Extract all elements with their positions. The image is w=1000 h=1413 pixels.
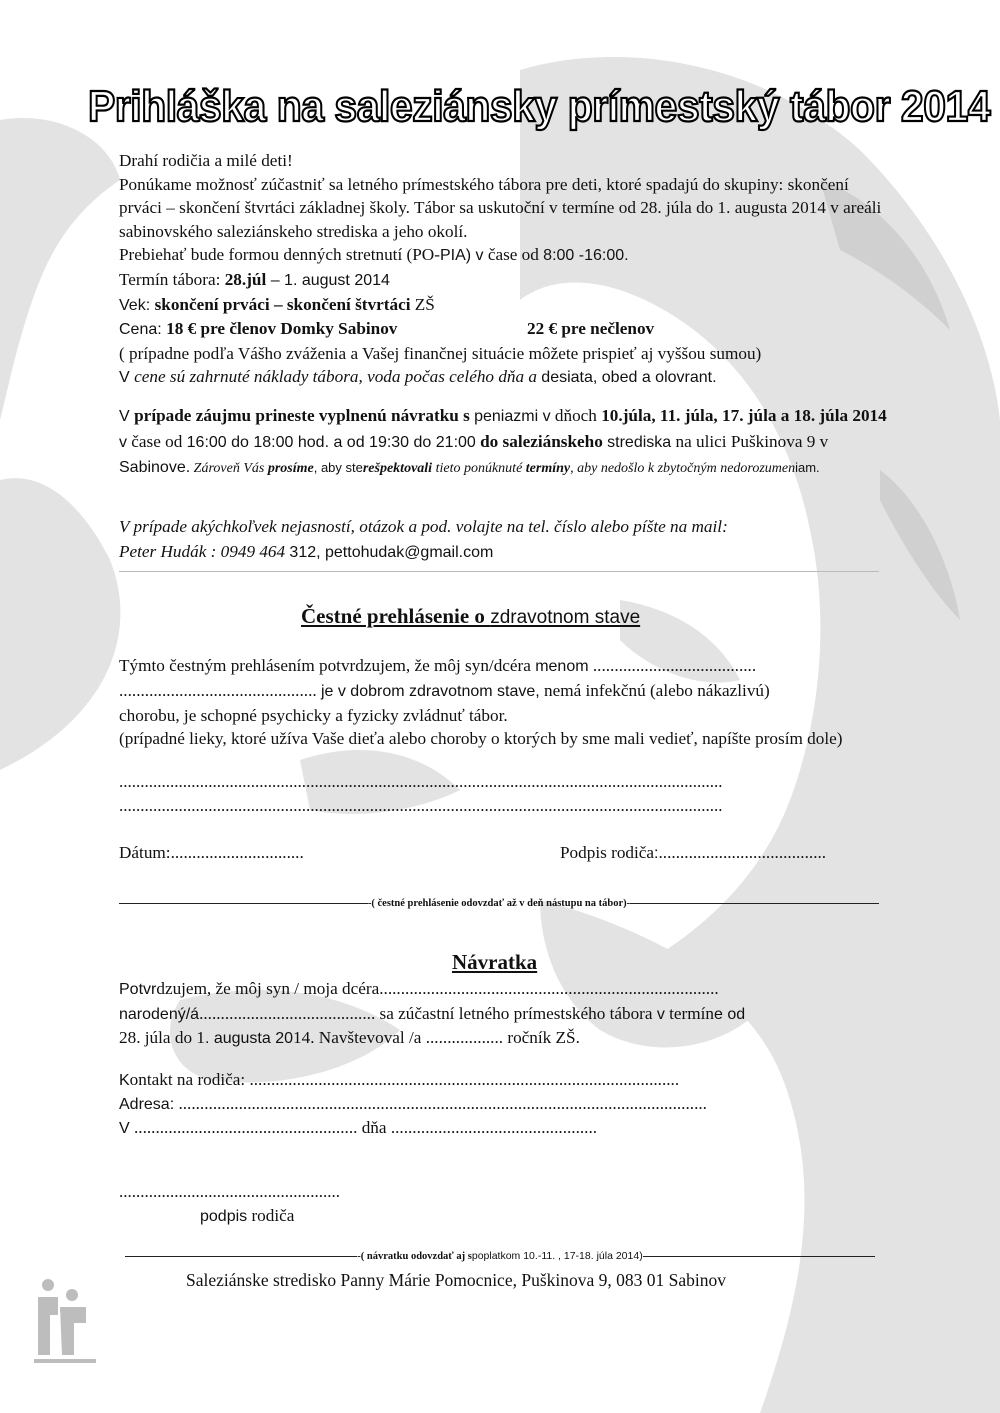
address-field[interactable]: Adresa: ........................................................................................................................... [119,1094,707,1113]
greeting: Drahí rodičia a milé deti! [119,151,293,170]
declaration-line-4: (prípadné lieky, ktoré užíva Vaše dieťa alebo choroby o ktorých by sme mali vedieť, napíšte prosím dole) [119,729,843,749]
contact-person: Peter Hudák : 0949 464 312, pettohudak@gmail.com [119,542,494,561]
return-line-2[interactable]: narodený/á......................................... sa zúčastní letného prímestského tábora v termíne od [119,1003,746,1023]
divider [119,571,879,572]
intro-section [119,149,889,390]
signup-paragraph: V prípade záujmu prineste vyplnenú návratku s peniazmi v dňoch 10.júla, 11. júla, 17. júla a 18. júla 2014 v čase od 16:00 do 18:00 hod. a od 19:30 do 21:00 do saleziánskeho strediska na ulici Puškinova 9 v Sabinove. Zároveň Vás prosíme, aby sterešpektovali tieto ponúknuté termíny, aby nedošlo k zbytočným nedorozumeniam. [119,406,887,476]
declaration-separator: -( čestné prehlásenie odovzdať až v deň nástupu na tábor)- [119,898,879,909]
page-title: Prihláška na saleziánsky prímestský tábor 2014 [88,82,991,131]
declaration-heading: Čestné prehlásenie o zdravotnom stave [301,604,641,628]
declaration-line-1: Týmto čestným prehlásením potvrdzujem, že môj syn/dcéra menom ...................................... [119,656,757,675]
declaration-line-2: .............................................. je v dobrom zdravotnom stave, nemá infekčnú (alebo nákazlivú) [119,680,770,700]
salesian-logo-icon [30,1275,100,1365]
contact-section [119,514,889,565]
medication-field-2[interactable]: .............................................................................................................................................. [119,796,723,815]
price-note: ( prípadne podľa Vášho zváženia a Vašej finančnej situácie môžete prispieť aj vyššou sumou) [119,343,762,363]
schedule-line: Prebiehať bude formou denných stretnutí (PO-PIA) v čase od 8:00 -16:00. [119,245,629,265]
contact-fields [119,1068,889,1140]
price-line: Cena: 18 € pre členov Domky Sabinov 22 € pre nečlenov [119,317,889,342]
parent-contact-field[interactable]: Kontakt na rodiča: .................................................................................................... [119,1070,680,1089]
included-line: V cene sú zahrnuté náklady tábora, voda počas celého dňa a desiata, obed a olovrant. [119,367,717,387]
return-signature-line[interactable]: .................................................... [119,1182,340,1201]
age-line: Vek: skončení prváci – skončení štvrtáci ZŠ [119,294,435,314]
date-field[interactable]: Dátum:............................... [119,843,304,862]
intro-paragraph: Ponúkame možnosť zúčastniť sa letného prímestského tábora pre deti, ktoré spadajú do skupiny: skončení prváci – skončení štvrtáci základnej školy. Tábor sa uskutoční v termíne od 28. júla do 1. augusta 2014 v areáli sabinovského saleziánskeho strediska a jeho okolí. [119,174,882,241]
declaration-body [119,654,889,751]
parent-signature-field[interactable]: Podpis rodiča:....................................... [560,843,827,862]
return-line-1[interactable]: Potvrdzujem, že môj syn / moja dcéra............................................................................... [119,979,719,998]
return-separator: -( návratku odovzdať aj s poplatkom 10.-11. , 17-18. júla 2014) [125,1250,875,1262]
declaration-line-3: chorobu, je schopné psychicky a fyzicky zvládnuť tábor. [119,705,508,725]
term-line: Termín tábora: 28.júl – 1. august 2014 [119,269,390,289]
footer-address: Saleziánske stredisko Panny Márie Pomocnice, Puškinova 9, 083 01 Sabinov [186,1270,726,1290]
contact-line: V prípade akýchkoľvek nejasností, otázok a pod. volajte na tel. číslo alebo píšte na mail: [119,517,728,536]
place-date-field[interactable]: V .................................................... dňa ................................................ [119,1118,598,1137]
medication-field-1[interactable]: .............................................................................................................................................. [119,772,723,791]
return-line-3[interactable]: 28. júla do 1. augusta 2014. Navštevoval /a .................. ročník ZŠ. [119,1028,580,1047]
return-slip-body [119,977,889,1051]
price-nonmembers: 22 € pre nečlenov [527,319,655,339]
return-slip-heading: Návratka [452,950,538,974]
return-signature-label: podpis rodiča [200,1206,295,1225]
